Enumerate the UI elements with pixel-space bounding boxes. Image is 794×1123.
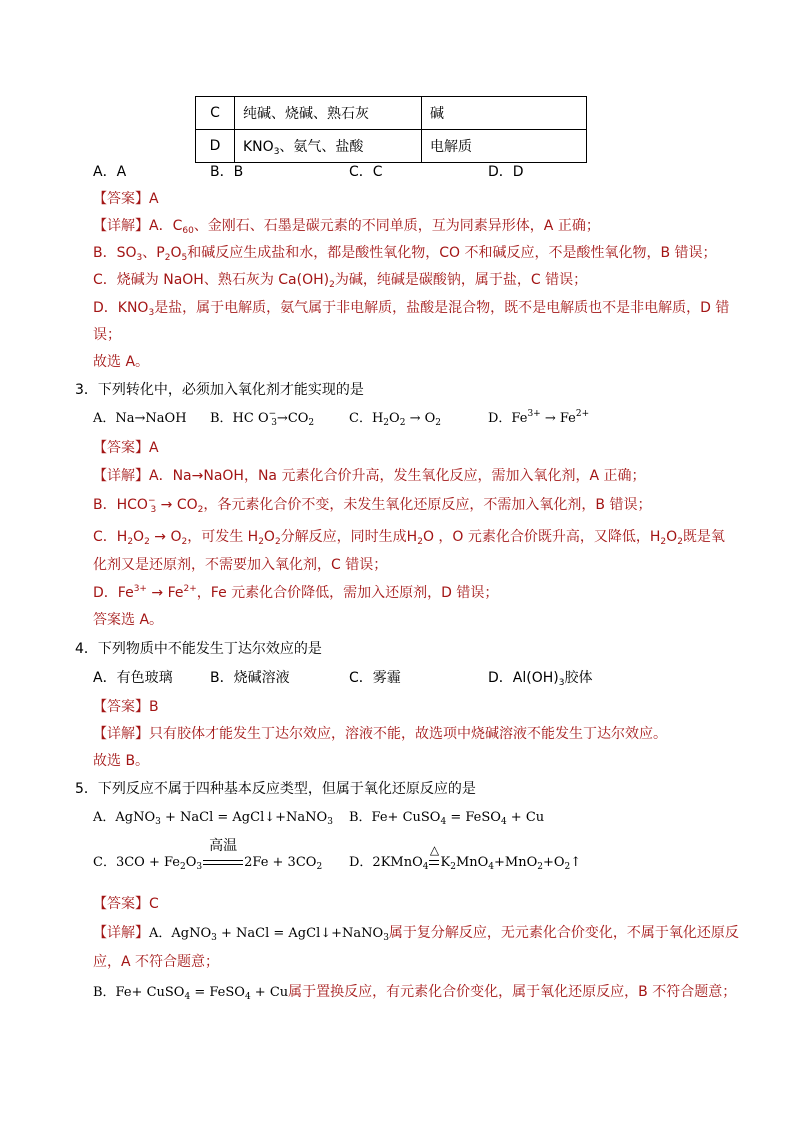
table-cell-items: $KNO_3$、氨气、盐酸 [235,130,422,163]
table-row [196,97,587,130]
heat-arrow [428,843,440,873]
q3-option-a: A．Na→NaOH [93,411,187,426]
q2-option-a: A．A [93,164,127,180]
q5-option-b: B．Fe+ CuSO$_4$ = FeSO$_4$ + Cu [349,810,545,827]
q5-detail-line-1: 【详解】A．AgNO$_3$ + NaCl = AgCl↓+NaNO$_3$属于复分解反应，无元素化合价变化，不属于氧化还原反 [93,925,739,943]
q3-detail-line-5: D．$Fe^{3+} \to Fe^{2+}$，Fe 元素化合价降低，需加入还原剂，D 错误； [93,584,499,601]
table-cell-category: 碱 [422,97,587,130]
heat-symbol: △ [429,843,440,857]
q3-detail-line-1: 【详解】A．Na→NaOH，Na 元素化合价升高，发生氧化反应，需加入氧化剂，A 正确； [93,468,646,484]
q3-answer: 【答案】A [93,440,159,456]
q4-option-b: B．烧碱溶液 [210,670,290,686]
table-cell-items: 纯碱、烧碱、熟石灰 [235,97,422,130]
q5-option-d: D．2KMnO$_4$ △ $K_2MnO_4+MnO_2+O_2↑$ [349,853,581,873]
condition-arrow [202,837,244,873]
q3-stem: 3．下列转化中，必须加入氧化剂才能实现的是 [75,382,364,398]
q2-option-c: C．C [349,164,383,180]
q3-option-c: C．$H_2O_2 \to O_2$ [349,411,441,428]
q2-conclusion: 故选 A。 [93,354,150,370]
table-cell-category: 电解质 [422,130,587,163]
q2-option-d: D．D [488,164,524,180]
table-cell-label: D [196,130,235,163]
q4-stem: 4．下列物质中不能发生丁达尔效应的是 [75,641,322,657]
q4-option-a: A．有色玻璃 [93,670,173,686]
q3-option-d: D．$Fe^{3+} \to Fe^{2+}$ [488,409,590,426]
q5-detail-line-3: B．Fe+ CuSO$_4$ = FeSO$_4$ + Cu属于置换反应，有元素化合价变化，属于氧化还原反应，B 不符合题意； [93,984,737,1002]
table-row [196,130,587,163]
q4-answer: 【答案】B [93,699,159,715]
q3-option-b: B．HC $O^-_3\to CO_2$ [210,409,315,428]
condition-label: 高温 [209,837,238,853]
q4-conclusion: 故选 B。 [93,753,150,769]
q4-option-d: D．$Al(OH)_3$胶体 [488,670,593,688]
table-cell-label: C [196,97,235,130]
q5-option-c: C．$3CO + Fe_2O_3$ 高温 $2Fe + 3CO_2$ [93,837,323,872]
classification-table [195,96,587,163]
q3-conclusion: 答案选 A。 [93,612,164,628]
q3-detail-line-3: C．$H_2O_2 \to O_2$，可发生 $H_2O_2$分解反应，同时生成$H_2O$ ，O 元素化合价既升高，又降低，$H_2O_2$既是氧 [93,529,725,547]
q2-detail-line-2: B．$SO_3$、$P_2O_5$和碱反应生成盐和水，都是酸性氧化物，CO 不和碱反应，不是酸性氧化物，B 错误； [93,245,717,263]
q5-option-a: A．AgNO$_3$ + NaCl = AgCl↓+NaNO$_3$ [93,810,333,827]
q3-detail-line-4: 化剂又是还原剂，不需要加入氧化剂，C 错误； [93,557,388,573]
q2-detail-line-4: D．$KNO_3$是盐，属于电解质，氨气属于非电解质，盐酸是混合物，既不是电解质也不是非电解质，D 错 [93,300,730,318]
q5-answer: 【答案】C [93,896,159,912]
q5-stem: 5．下列反应不属于四种基本反应类型，但属于氧化还原反应的是 [75,781,476,797]
q5-detail-line-2: 应，A 不符合题意； [93,954,220,970]
q2-detail-line-3: C．烧碱为 NaOH、熟石灰为 $Ca(OH)_2$为碱，纯碱是碳酸钠，属于盐，C 错误； [93,272,588,290]
q2-detail-line-1: 【详解】A．$C_{60}$、金刚石、石墨是碳元素的不同单质，互为同素异形体，A 正确； [93,218,600,236]
q4-option-c: C．雾霾 [349,670,401,686]
q2-answer: 【答案】A [93,191,159,207]
q2-option-b: B．B [210,164,244,180]
q3-detail-line-2: B．$HCO^-_3 \to CO_2$，各元素化合价不变，未发生氧化还原反应，不需加入氧化剂，B 错误； [93,496,652,515]
q2-detail-line-5: 误； [93,327,121,343]
q4-detail: 【详解】只有胶体才能发生丁达尔效应，溶液不能，故选项中烧碱溶液不能发生丁达尔效应。 [93,726,667,742]
